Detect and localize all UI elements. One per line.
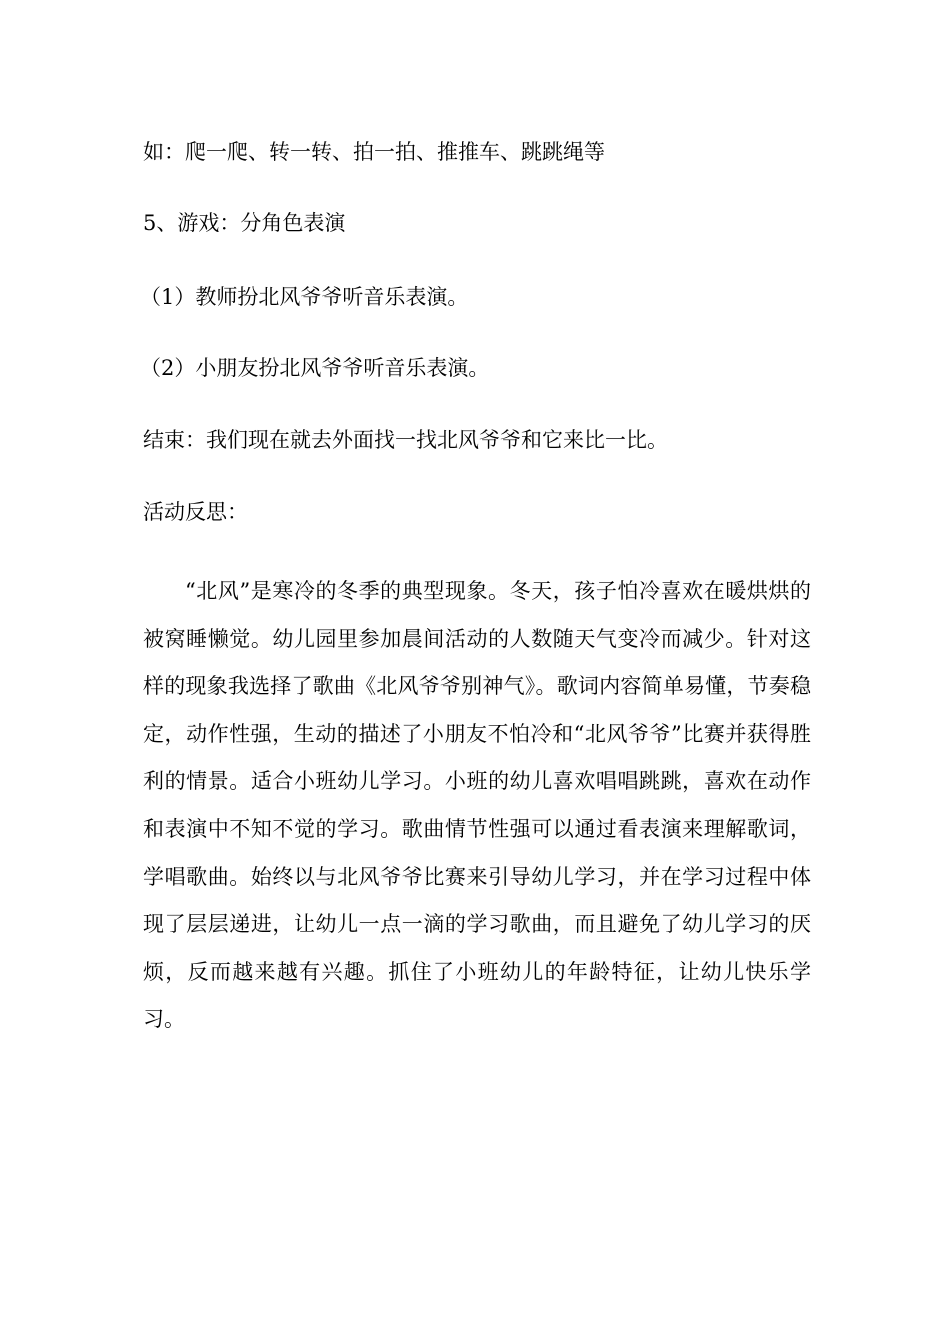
ending-line: 结束：我们现在就去外面找一找北风爷爷和它来比一比。 <box>143 428 668 452</box>
reflection-paragraph: “北风”是寒冷的冬季的典型现象。冬天，孩子怕冷喜欢在暖烘烘的被窝睡懒觉。幼儿园里参加晨间活动的人数随天气变冷而减少。针对这样的现象我选择了歌曲《北风爷爷别神气》。歌词内容简单易懂，节奏稳定，动作性强，生动的描述了小朋友不怕冷和“北风爷爷”比赛并获得胜利的情景。适合小班幼儿学习。小班的幼儿喜欢唱唱跳跳，喜欢在动作和表演中不知不觉的学习。歌曲情节性强可以通过看表演来理解歌词，学唱歌曲。始终以与北风爷爷比赛来引导幼儿学习，并在学习过程中体现了层层递进，让幼儿一点一滴的学习歌曲，而且避免了幼儿学习的厌烦，反而越来越有兴趣。抓住了小班幼儿的年龄特征，让幼儿快乐学习。 <box>143 579 811 1032</box>
game-substep-1: （1）教师扮北风爷爷听音乐表演。 <box>140 285 469 309</box>
reflection-heading: 活动反思： <box>143 500 248 524</box>
activity-examples-line: 如：爬一爬、转一转、拍一拍、推推车、跳跳绳等 <box>143 140 605 164</box>
game-substep-2: （2）小朋友扮北风爷爷听音乐表演。 <box>140 356 490 380</box>
game-step-heading: 5、游戏：分角色表演 <box>143 211 346 235</box>
